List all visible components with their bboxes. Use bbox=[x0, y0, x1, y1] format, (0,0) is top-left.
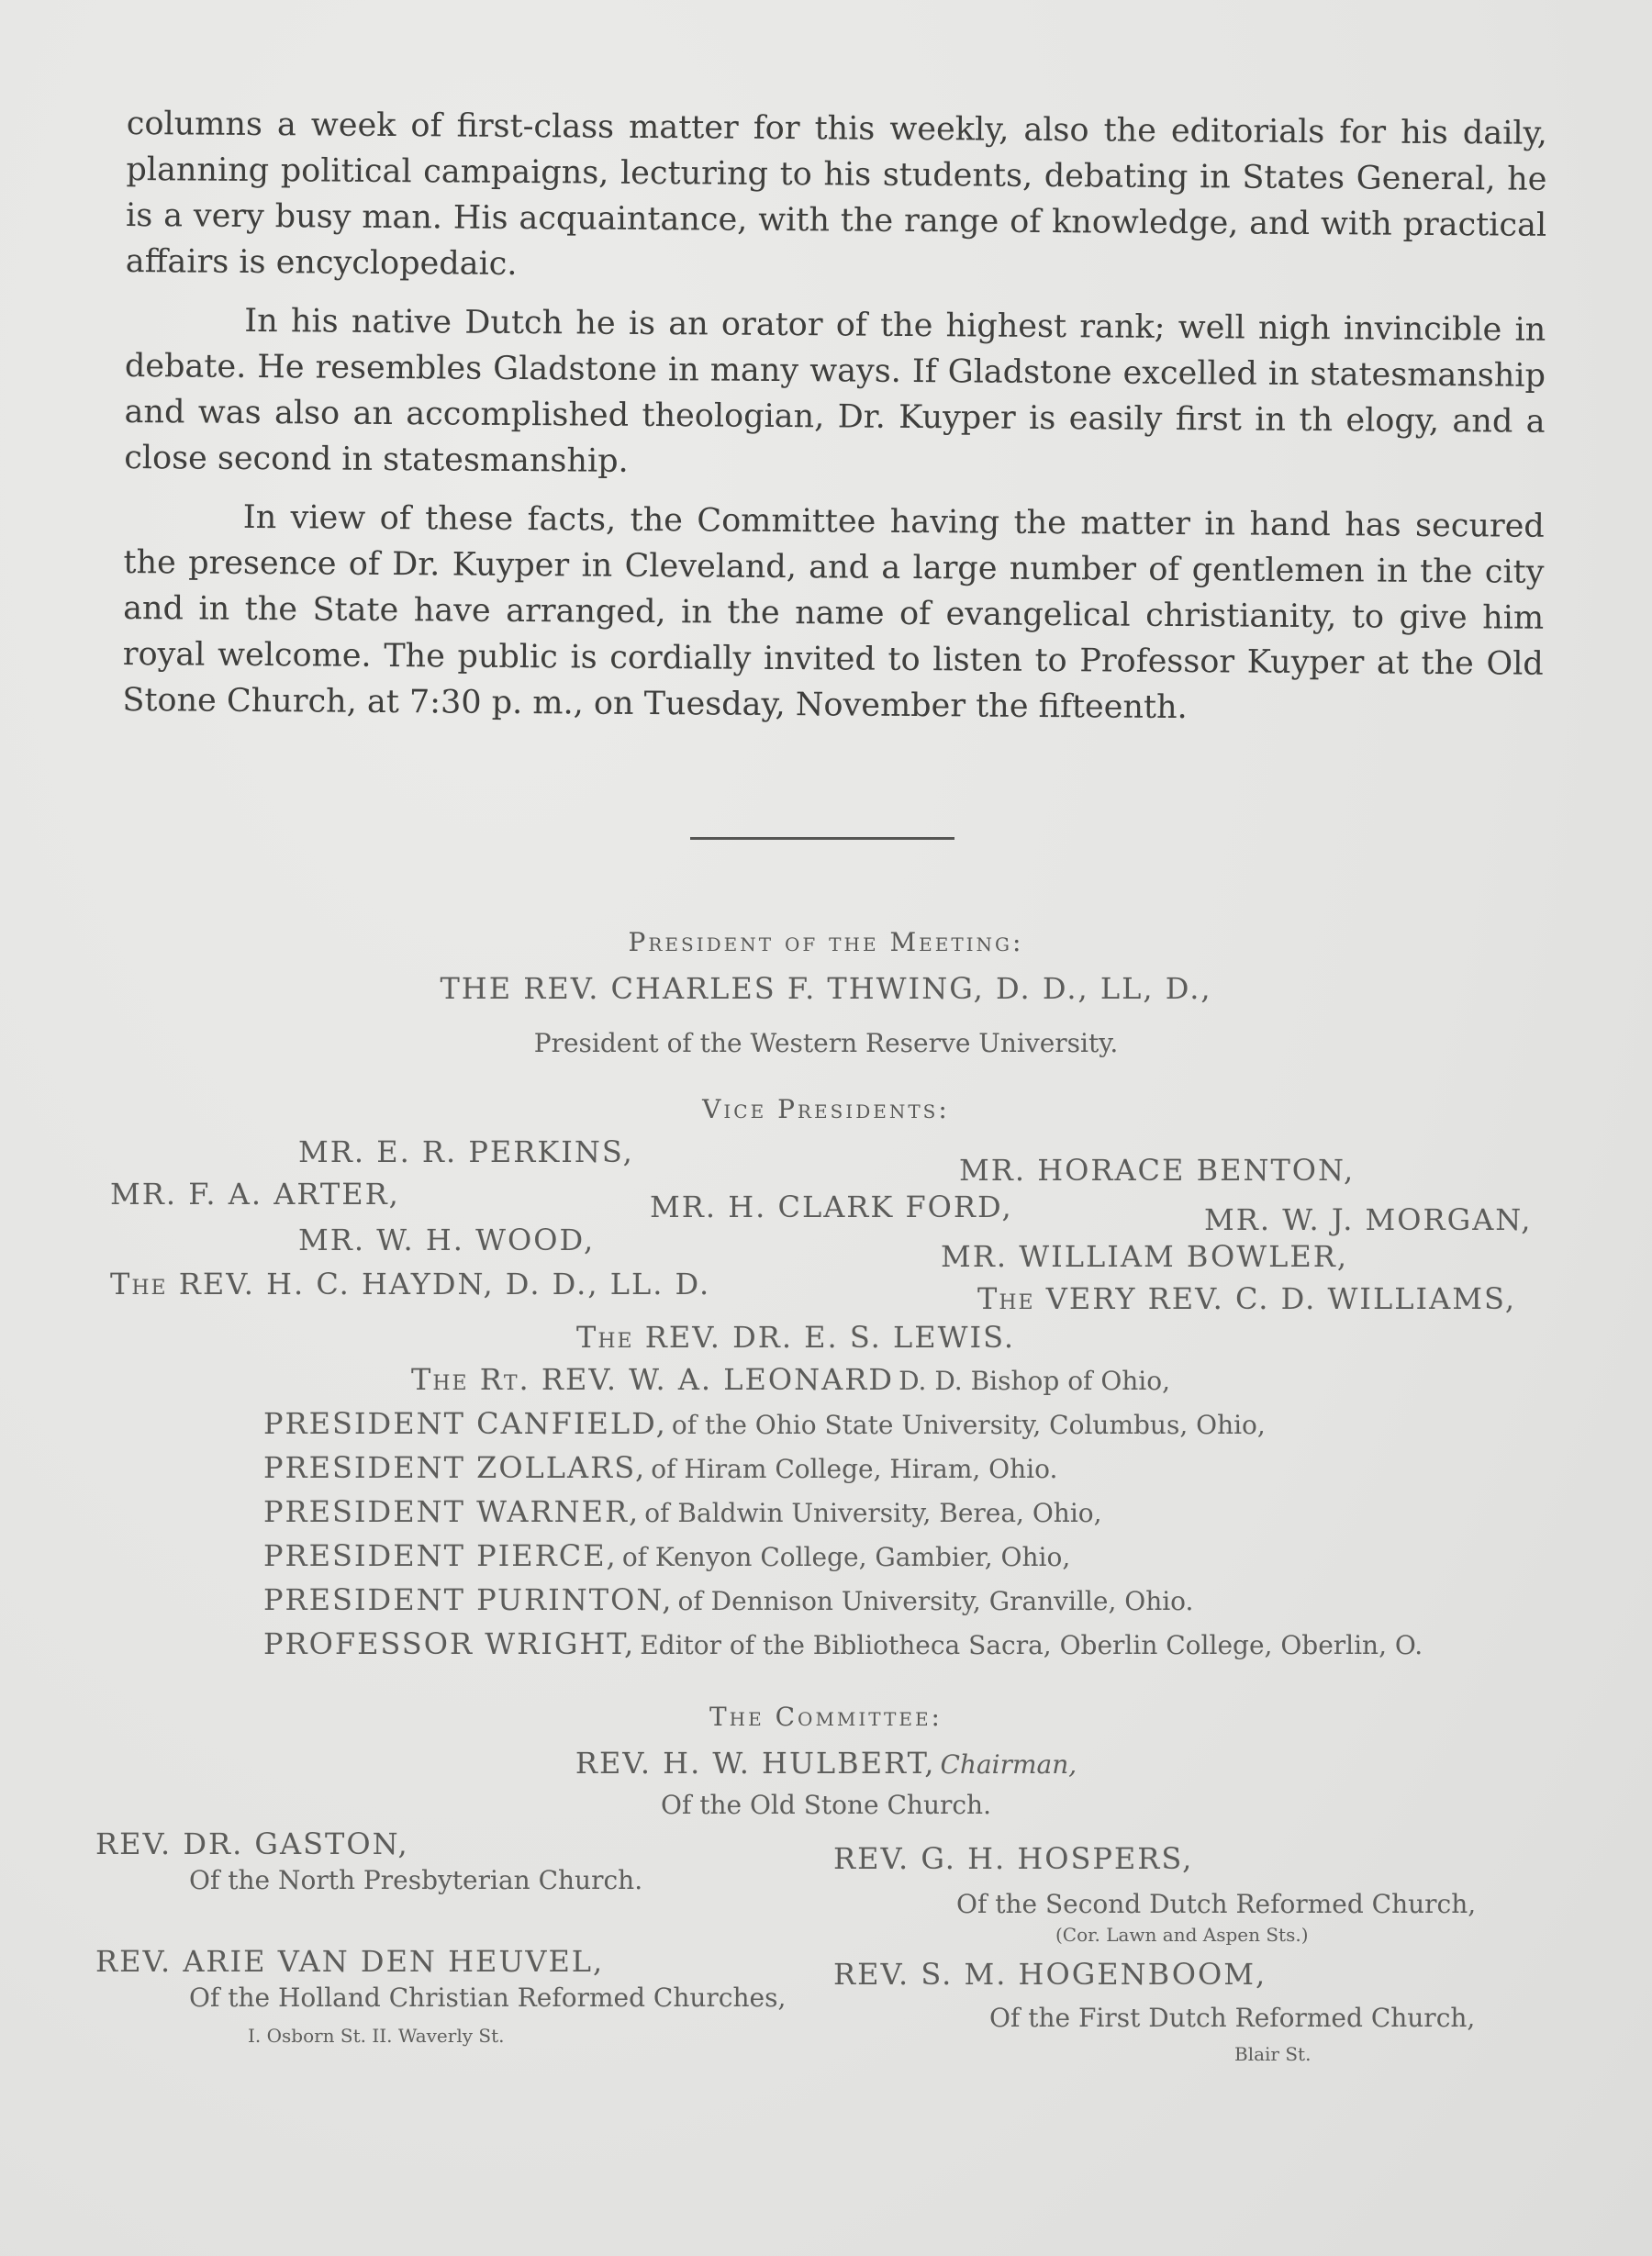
college-president-name: PRESIDENT PURINTON, bbox=[263, 1582, 674, 1617]
committee-gaston-church: Of the North Presbyterian Church. bbox=[189, 1865, 643, 1895]
committee-gaston-name: REV. DR. GASTON, bbox=[95, 1826, 409, 1861]
college-president-desc: Editor of the Bibliotheca Sacra, Oberlin College, Oberlin, O. bbox=[640, 1630, 1423, 1660]
committee-hospers-church: Of the Second Dutch Reformed Church, bbox=[956, 1889, 1477, 1919]
president-heading: President of the Meeting: bbox=[628, 927, 1024, 957]
college-president-5 bbox=[263, 1582, 1193, 1617]
committee-heuvel-address: I. Osborn St. II. Waverly St. bbox=[248, 2025, 505, 2047]
committee-hospers-address: (Cor. Lawn and Aspen Sts.) bbox=[1055, 1924, 1309, 1946]
college-president-desc: of Baldwin University, Berea, Ohio, bbox=[644, 1498, 1102, 1528]
committee-chair bbox=[0, 1746, 1652, 1781]
vp-arter: MR. F. A. ARTER, bbox=[110, 1177, 400, 1212]
committee-heading: The Committee: bbox=[709, 1702, 943, 1732]
chair-name: REV. H. W. HULBERT, bbox=[575, 1746, 936, 1781]
committee-hogenboom-name: REV. S. M. HOGENBOOM, bbox=[833, 1957, 1267, 1992]
college-president-4 bbox=[263, 1538, 1070, 1573]
committee-hogenboom-church: Of the First Dutch Reformed Church, bbox=[989, 2003, 1476, 2033]
college-president-name: PROFESSOR WRIGHT, bbox=[263, 1626, 636, 1661]
vp-leonard-title: D. D. Bishop of Ohio, bbox=[899, 1366, 1171, 1396]
vp-morgan: MR. W. J. MORGAN, bbox=[1204, 1202, 1533, 1237]
paragraph-1: columns a week of first-class matter for this weekly, also the editorials for his daily, planning political campaigns, lecturing to his students, debating in States General, he is a very busy man. His acquaintance, with the range of knowledge, and with practical affairs is encyclopedaic. bbox=[125, 105, 1547, 283]
college-president-name: PRESIDENT WARNER, bbox=[263, 1494, 641, 1529]
college-president-desc: of Kenyon College, Gambier, Ohio, bbox=[621, 1542, 1071, 1572]
paragraph-2: In his native Dutch he is an orator of the highest rank; well nigh invincible in debate. He resembles Gladstone in many ways. If Gladstone excelled in statesmanship and was also an accomplished theologian, Dr. Kuyper is easily first in th elogy, and a close second in statesmanship. bbox=[124, 302, 1546, 480]
vp-perkins: MR. E. R. PERKINS, bbox=[298, 1134, 634, 1169]
vp-williams: The VERY REV. C. D. WILLIAMS, bbox=[977, 1281, 1516, 1316]
vp-ford: MR. H. CLARK FORD, bbox=[650, 1189, 1013, 1224]
president-name: THE REV. CHARLES F. THWING, D. D., LL, D., bbox=[440, 971, 1212, 1006]
vp-leonard bbox=[411, 1362, 1170, 1397]
college-president-1 bbox=[263, 1406, 1266, 1441]
vp-leonard-name: The Rt. REV. W. A. LEONARD bbox=[411, 1362, 894, 1397]
committee-heuvel-name: REV. ARIE VAN DEN HEUVEL, bbox=[95, 1944, 605, 1979]
vp-haydn: The REV. H. C. HAYDN, D. D., LL. D. bbox=[110, 1267, 711, 1301]
committee-hospers-name: REV. G. H. HOSPERS, bbox=[833, 1841, 1194, 1876]
college-president-3 bbox=[263, 1494, 1102, 1529]
college-president-name: PRESIDENT PIERCE, bbox=[263, 1538, 618, 1573]
vp-bowler: MR. WILLIAM BOWLER, bbox=[941, 1239, 1349, 1274]
college-president-2 bbox=[263, 1450, 1057, 1485]
committee-hogenboom-address: Blair St. bbox=[1234, 2043, 1312, 2065]
college-president-desc: of Dennison University, Granville, Ohio. bbox=[677, 1586, 1194, 1616]
vice-presidents-heading: Vice Presidents: bbox=[702, 1094, 950, 1124]
college-president-6 bbox=[263, 1626, 1423, 1661]
section-divider bbox=[690, 837, 954, 840]
college-president-desc: of Hiram College, Hiram, Ohio. bbox=[651, 1454, 1058, 1484]
college-president-name: PRESIDENT CANFIELD, bbox=[263, 1406, 667, 1441]
chair-role: Chairman, bbox=[940, 1749, 1077, 1780]
chair-church: Of the Old Stone Church. bbox=[661, 1790, 991, 1820]
paragraph-3: In view of these facts, the Committee having the matter in hand has secured the presence of Dr. Kuyper in Cleveland, and a large number of gentlemen in the city and in the State have arranged, in the name of evangelical christianity, to give him royal welcome. The public is cordially invited to listen to Professor Kuyper at the Old Stone Church, at 7:30 p. m., on Tuesday, November the fifteenth. bbox=[122, 498, 1545, 727]
vp-lewis: The REV. DR. E. S. LEWIS. bbox=[576, 1320, 1016, 1355]
vp-benton: MR. HORACE BENTON, bbox=[959, 1153, 1356, 1188]
body-text bbox=[122, 101, 1547, 746]
college-president-name: PRESIDENT ZOLLARS, bbox=[263, 1450, 647, 1485]
committee-heuvel-church: Of the Holland Christian Reformed Churches, bbox=[189, 1982, 787, 2013]
vp-wood: MR. W. H. WOOD, bbox=[298, 1223, 596, 1257]
college-president-desc: of the Ohio State University, Columbus, Ohio, bbox=[671, 1410, 1266, 1440]
president-title: President of the Western Reserve University. bbox=[533, 1028, 1119, 1058]
